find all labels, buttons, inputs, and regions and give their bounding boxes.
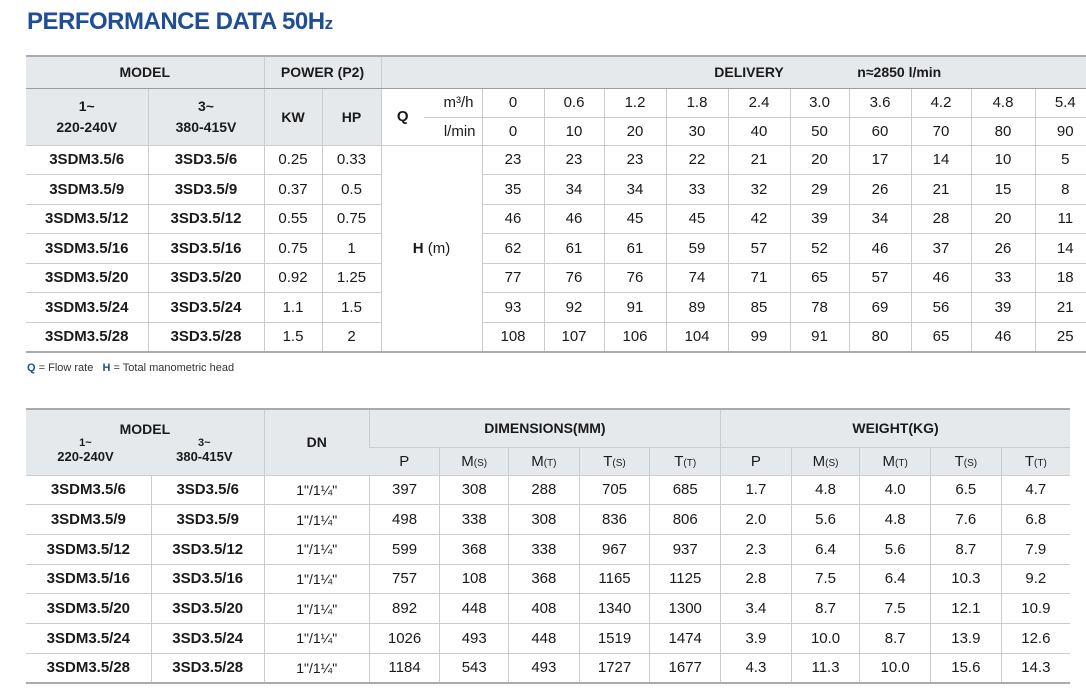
performance-table — [26, 55, 1086, 353]
head-value-cell: 23 — [482, 145, 544, 175]
head-value-cell: 28 — [911, 204, 971, 234]
kw-cell: 0.75 — [264, 234, 322, 264]
dimension-cell: 685 — [650, 475, 721, 505]
weight-cell: 7.5 — [791, 564, 860, 594]
dimension-cell: 288 — [509, 475, 580, 505]
head-value-cell: 78 — [790, 293, 849, 323]
flow-m3h-cell: 0 — [482, 88, 544, 117]
dimension-cell: 338 — [440, 505, 509, 535]
weight-cell: 12.6 — [1001, 623, 1070, 653]
dims-three-voltage: 380-415V — [176, 449, 233, 465]
head-value-cell: 61 — [544, 234, 604, 264]
dim-column-header — [650, 447, 721, 475]
dims-row — [26, 475, 1070, 505]
dn-cell: 1"/1¼" — [264, 623, 369, 653]
flow-m3h-cell: 3.6 — [849, 88, 911, 117]
column-main: M — [461, 452, 474, 470]
weight-cell: 9.2 — [1001, 564, 1070, 594]
flow-lmin-cell: 30 — [666, 117, 728, 145]
dims-row — [26, 505, 1070, 535]
head-letter: H — [412, 239, 424, 257]
dimension-cell: 493 — [440, 623, 509, 653]
flow-m3h-cell: 4.2 — [911, 88, 971, 117]
dimension-cell: 836 — [579, 505, 650, 535]
weight-cell: 15.6 — [931, 653, 1002, 683]
head-value-cell: 59 — [666, 234, 728, 264]
dims-model-3ph-cell: 3SD3.5/28 — [151, 653, 264, 683]
column-sub: (T) — [895, 457, 908, 469]
weight-cell: 10.9 — [1001, 594, 1070, 624]
column-main: M — [531, 452, 544, 470]
weight-cell: 5.6 — [860, 534, 931, 564]
perf-header-row-2 — [26, 88, 1086, 117]
kw-cell: 1.1 — [264, 293, 322, 323]
three-voltage-label: 380-415V — [175, 118, 237, 135]
dn-cell: 1"/1¼" — [264, 505, 369, 535]
kw-cell: 0.25 — [264, 145, 322, 175]
weight-cell: 8.7 — [791, 594, 860, 624]
column-main: T — [603, 452, 613, 470]
dims-row — [26, 653, 1070, 683]
legend-q-text: = Flow rate — [35, 362, 94, 374]
model-3ph-cell: 3SD3.5/24 — [148, 293, 264, 323]
weight-cell: 4.3 — [721, 653, 792, 683]
single-phase-label: 1~ — [78, 97, 95, 114]
dn-cell: 1"/1¼" — [264, 564, 369, 594]
hp-cell: 1.25 — [322, 263, 381, 293]
dimension-cell: 448 — [440, 594, 509, 624]
dimension-cell: 757 — [369, 564, 440, 594]
head-value-cell: 104 — [666, 322, 728, 352]
flow-lmin-cell: 10 — [544, 117, 604, 145]
dims-row — [26, 594, 1070, 624]
dn-cell: 1"/1¼" — [264, 653, 369, 683]
head-value-cell: 46 — [911, 263, 971, 293]
dims-model-1ph-cell: 3SDM3.5/9 — [26, 505, 151, 535]
column-sub: (S) — [825, 457, 839, 469]
dimension-cell: 1300 — [650, 594, 721, 624]
model-1ph-cell: 3SDM3.5/24 — [26, 293, 148, 323]
weight-cell: 2.0 — [721, 505, 792, 535]
head-value-cell: 107 — [544, 322, 604, 352]
weight-cell: 11.3 — [791, 653, 860, 683]
head-value-cell: 11 — [1035, 204, 1086, 234]
dim-column-header — [369, 447, 440, 475]
perf-row — [26, 175, 1086, 205]
weight-cell: 1.7 — [721, 475, 792, 505]
weight-cell: 4.7 — [1001, 475, 1070, 505]
three-phase-label: 3~ — [198, 97, 214, 114]
head-value-cell: 33 — [971, 263, 1035, 293]
perf-row — [26, 293, 1086, 323]
legend-h-text: = Total manometric head — [110, 362, 235, 374]
dim-column-header — [440, 447, 509, 475]
dims-model-3ph-cell: 3SD3.5/24 — [151, 623, 264, 653]
dims-model-3ph-cell: 3SD3.5/16 — [151, 564, 264, 594]
wt-column-header — [860, 447, 931, 475]
wt-column-header — [931, 447, 1002, 475]
dims-model-1ph-cell: 3SDM3.5/6 — [26, 475, 151, 505]
weight-cell: 2.8 — [721, 564, 792, 594]
dimension-cell: 368 — [509, 564, 580, 594]
dimension-cell: 498 — [369, 505, 440, 535]
weight-cell: 6.5 — [931, 475, 1002, 505]
dims-model-1ph-cell: 3SDM3.5/12 — [26, 534, 151, 564]
dims-three-phase-symbol: 3~ — [198, 437, 211, 450]
dimension-cell: 1340 — [579, 594, 650, 624]
head-value-cell: 57 — [849, 263, 911, 293]
head-value-cell: 20 — [790, 145, 849, 175]
kw-header: KW — [264, 88, 322, 145]
flow-lmin-cell: 80 — [971, 117, 1035, 145]
head-value-cell: 77 — [482, 263, 544, 293]
title-sub: z — [324, 14, 333, 33]
weight-cell: 10.3 — [931, 564, 1002, 594]
head-value-cell: 91 — [604, 293, 666, 323]
dimension-cell: 308 — [440, 475, 509, 505]
model-1ph-cell: 3SDM3.5/20 — [26, 263, 148, 293]
dims-model-1ph-cell: 3SDM3.5/16 — [26, 564, 151, 594]
column-main: M — [882, 452, 896, 470]
dims-row — [26, 564, 1070, 594]
dims-model-3ph-cell: 3SD3.5/20 — [151, 594, 264, 624]
head-value-cell: 8 — [1035, 175, 1086, 205]
model-1ph-cell: 3SDM3.5/9 — [26, 175, 148, 205]
head-value-cell: 21 — [1035, 293, 1086, 323]
dn-cell: 1"/1¼" — [264, 534, 369, 564]
kw-cell: 0.55 — [264, 204, 322, 234]
dims-single-voltage: 220-240V — [57, 449, 114, 465]
perf-row — [26, 263, 1086, 293]
dimension-cell: 338 — [509, 534, 580, 564]
head-value-cell: 56 — [911, 293, 971, 323]
hp-cell: 1 — [322, 234, 381, 264]
head-value-cell: 20 — [971, 204, 1035, 234]
wt-column-header — [1001, 447, 1070, 475]
head-value-cell: 76 — [544, 263, 604, 293]
model-3ph-cell: 3SD3.5/16 — [148, 234, 264, 264]
model-1ph-cell: 3SDM3.5/28 — [26, 322, 148, 352]
dimension-cell: 1184 — [369, 653, 440, 683]
column-main: T — [674, 452, 684, 470]
weight-cell: 8.7 — [931, 534, 1002, 564]
head-value-cell: 26 — [849, 175, 911, 205]
hp-cell: 1.5 — [322, 293, 381, 323]
dims-single-phase-symbol: 1~ — [79, 437, 92, 450]
flow-lmin-cell: 70 — [911, 117, 971, 145]
model-1ph-cell: 3SDM3.5/6 — [26, 145, 148, 175]
dims-row — [26, 534, 1070, 564]
weight-cell: 3.9 — [721, 623, 792, 653]
flow-m3h-cell: 2.4 — [728, 88, 790, 117]
power-header: POWER (P2) — [264, 56, 381, 88]
dims-header-row-1 — [26, 409, 1070, 447]
weight-cell: 6.4 — [860, 564, 931, 594]
kw-cell: 1.5 — [264, 322, 322, 352]
hp-header: HP — [322, 88, 381, 145]
dimension-cell: 493 — [509, 653, 580, 683]
dimension-cell: 368 — [440, 534, 509, 564]
weight-cell: 8.7 — [860, 623, 931, 653]
head-value-cell: 65 — [911, 322, 971, 352]
dimension-cell: 1474 — [650, 623, 721, 653]
legend — [27, 362, 234, 374]
flow-m3h-cell: 4.8 — [971, 88, 1035, 117]
head-value-cell: 99 — [728, 322, 790, 352]
head-value-cell: 106 — [604, 322, 666, 352]
column-sub: (T) — [683, 457, 697, 469]
dimension-cell: 599 — [369, 534, 440, 564]
head-value-cell: 23 — [544, 145, 604, 175]
dimension-cell: 397 — [369, 475, 440, 505]
three-phase-header — [148, 88, 264, 145]
model-3ph-cell: 3SD3.5/6 — [148, 145, 264, 175]
delivery-label: DELIVERY — [714, 64, 784, 81]
dims-model-1ph-cell: 3SDM3.5/24 — [26, 623, 151, 653]
head-value-cell: 85 — [728, 293, 790, 323]
perf-row — [26, 234, 1086, 264]
model-header: MODEL — [26, 56, 264, 88]
head-value-cell: 33 — [666, 175, 728, 205]
dims-model-label: MODEL — [119, 421, 171, 438]
model-3ph-cell: 3SD3.5/12 — [148, 204, 264, 234]
head-value-cell: 76 — [604, 263, 666, 293]
dims-three-phase — [176, 437, 232, 463]
dims-model-3ph-cell: 3SD3.5/6 — [151, 475, 264, 505]
dn-cell: 1"/1¼" — [264, 475, 369, 505]
head-value-cell: 89 — [666, 293, 728, 323]
dimension-cell: 1727 — [579, 653, 650, 683]
perf-row — [26, 145, 1086, 175]
weight-cell: 4.8 — [860, 505, 931, 535]
dimension-cell: 967 — [579, 534, 650, 564]
dn-cell: 1"/1¼" — [264, 594, 369, 624]
weight-cell: 6.8 — [1001, 505, 1070, 535]
q-letter: Q — [381, 88, 424, 145]
head-value-cell: 14 — [911, 145, 971, 175]
head-value-cell: 93 — [482, 293, 544, 323]
weight-cell: 13.9 — [931, 623, 1002, 653]
dimension-cell: 1125 — [650, 564, 721, 594]
flow-lmin-cell: 60 — [849, 117, 911, 145]
column-sub: (S) — [473, 457, 488, 469]
single-voltage-label: 220-240V — [56, 118, 118, 135]
head-value-cell: 108 — [482, 322, 544, 352]
dimension-cell: 543 — [440, 653, 509, 683]
head-value-cell: 34 — [544, 175, 604, 205]
dimension-cell: 892 — [369, 594, 440, 624]
dims-model-1ph-cell: 3SDM3.5/20 — [26, 594, 151, 624]
dims-model-3ph-cell: 3SD3.5/12 — [151, 534, 264, 564]
weight-cell: 4.8 — [791, 475, 860, 505]
column-sub: (T) — [543, 457, 557, 469]
dimension-cell: 308 — [509, 505, 580, 535]
head-value-cell: 91 — [790, 322, 849, 352]
model-1ph-cell: 3SDM3.5/16 — [26, 234, 148, 264]
dimension-cell: 806 — [650, 505, 721, 535]
head-value-cell: 45 — [604, 204, 666, 234]
perf-row — [26, 204, 1086, 234]
head-value-cell: 69 — [849, 293, 911, 323]
column-sub: (S) — [612, 457, 626, 469]
wt-column-header — [721, 447, 792, 475]
dimension-cell: 937 — [650, 534, 721, 564]
weight-cell: 3.4 — [721, 594, 792, 624]
head-value-cell: 46 — [482, 204, 544, 234]
hp-cell: 0.5 — [322, 175, 381, 205]
weight-cell: 10.0 — [860, 653, 931, 683]
column-sub: (S) — [963, 457, 978, 469]
column-main: T — [1024, 452, 1035, 470]
dimension-cell: 705 — [579, 475, 650, 505]
head-value-cell: 37 — [911, 234, 971, 264]
column-main: M — [812, 452, 826, 470]
head-value-cell: 18 — [1035, 263, 1086, 293]
dimension-cell: 1519 — [579, 623, 650, 653]
head-value-cell: 46 — [849, 234, 911, 264]
head-value-cell: 17 — [849, 145, 911, 175]
dimension-cell: 1165 — [579, 564, 650, 594]
model-3ph-cell: 3SD3.5/20 — [148, 263, 264, 293]
head-value-cell: 39 — [971, 293, 1035, 323]
head-value-cell: 29 — [790, 175, 849, 205]
column-main: T — [954, 452, 964, 470]
flow-lmin-cell: 90 — [1035, 117, 1086, 145]
flow-m3h-cell: 5.4 — [1035, 88, 1086, 117]
dn-header: DN — [264, 409, 369, 475]
head-value-cell: 57 — [728, 234, 790, 264]
head-value-cell: 65 — [790, 263, 849, 293]
head-value-cell: 46 — [971, 322, 1035, 352]
head-value-cell: 15 — [971, 175, 1035, 205]
delivery-header — [381, 56, 1086, 88]
head-value-cell: 80 — [849, 322, 911, 352]
legend-h: H — [102, 362, 111, 374]
dimension-cell: 448 — [509, 623, 580, 653]
weight-cell: 7.9 — [1001, 534, 1070, 564]
wt-column-header — [791, 447, 860, 475]
head-value-cell: 14 — [1035, 234, 1086, 264]
flow-lmin-cell: 50 — [790, 117, 849, 145]
dimension-cell: 1677 — [650, 653, 721, 683]
model-3ph-cell: 3SD3.5/9 — [148, 175, 264, 205]
page-title — [27, 8, 333, 36]
head-value-cell: 34 — [604, 175, 666, 205]
weight-cell: 6.4 — [791, 534, 860, 564]
head-value-cell: 34 — [849, 204, 911, 234]
head-value-cell: 32 — [728, 175, 790, 205]
head-value-cell: 62 — [482, 234, 544, 264]
head-value-cell: 25 — [1035, 322, 1086, 352]
single-phase-header — [26, 88, 148, 145]
head-value-cell: 21 — [911, 175, 971, 205]
dimensions-table — [26, 408, 1070, 684]
weight-cell: 2.3 — [721, 534, 792, 564]
head-value-cell: 5 — [1035, 145, 1086, 175]
head-unit: (m) — [427, 239, 451, 257]
head-value-cell: 42 — [728, 204, 790, 234]
dimension-cell: 408 — [509, 594, 580, 624]
head-value-cell: 71 — [728, 263, 790, 293]
head-value-cell: 46 — [544, 204, 604, 234]
head-value-cell: 22 — [666, 145, 728, 175]
flow-lmin-cell: 0 — [482, 117, 544, 145]
perf-row — [26, 322, 1086, 352]
column-sub: (T) — [1034, 457, 1047, 469]
model-3ph-cell: 3SD3.5/28 — [148, 322, 264, 352]
flow-lmin-cell: 40 — [728, 117, 790, 145]
weight-cell: 10.0 — [791, 623, 860, 653]
dimensions-header: DIMENSIONS(MM) — [369, 409, 720, 447]
head-value-cell: 61 — [604, 234, 666, 264]
head-value-cell: 45 — [666, 204, 728, 234]
dim-column-header — [509, 447, 580, 475]
head-value-cell: 23 — [604, 145, 666, 175]
flow-m3h-cell: 1.2 — [604, 88, 666, 117]
weight-cell: 7.5 — [860, 594, 931, 624]
weight-cell: 5.6 — [791, 505, 860, 535]
weight-cell: 12.1 — [931, 594, 1002, 624]
flow-lmin-cell: 20 — [604, 117, 666, 145]
hp-cell: 0.33 — [322, 145, 381, 175]
head-value-cell: 35 — [482, 175, 544, 205]
perf-header-row-1 — [26, 56, 1086, 88]
legend-q: Q — [27, 362, 36, 374]
column-main: P — [399, 452, 410, 470]
weight-cell: 14.3 — [1001, 653, 1070, 683]
head-value-cell: 39 — [790, 204, 849, 234]
hp-cell: 2 — [322, 322, 381, 352]
head-value-cell: 52 — [790, 234, 849, 264]
weight-cell: 4.0 — [860, 475, 931, 505]
dims-single-phase — [57, 437, 113, 463]
dims-row — [26, 623, 1070, 653]
head-value-cell: 10 — [971, 145, 1035, 175]
head-value-cell: 21 — [728, 145, 790, 175]
head-value-cell: 92 — [544, 293, 604, 323]
head-value-cell: 26 — [971, 234, 1035, 264]
speed-label: n≈2850 l/min — [857, 64, 942, 81]
weight-header: WEIGHT(KG) — [721, 409, 1070, 447]
flow-m3h-cell: 1.8 — [666, 88, 728, 117]
weight-cell: 7.6 — [931, 505, 1002, 535]
dims-model-header — [26, 409, 264, 475]
unit-m3h: m³/h — [424, 88, 482, 117]
hp-cell: 0.75 — [322, 204, 381, 234]
dimension-cell: 1026 — [369, 623, 440, 653]
head-label-cell — [381, 145, 482, 352]
flow-m3h-cell: 0.6 — [544, 88, 604, 117]
unit-lmin: l/min — [424, 117, 482, 145]
kw-cell: 0.92 — [264, 263, 322, 293]
kw-cell: 0.37 — [264, 175, 322, 205]
model-1ph-cell: 3SDM3.5/12 — [26, 204, 148, 234]
flow-m3h-cell: 3.0 — [790, 88, 849, 117]
column-main: P — [750, 452, 761, 470]
dim-column-header — [579, 447, 650, 475]
dims-model-3ph-cell: 3SD3.5/9 — [151, 505, 264, 535]
title-main: PERFORMANCE DATA 50H — [27, 8, 325, 35]
head-value-cell: 74 — [666, 263, 728, 293]
dimension-cell: 108 — [440, 564, 509, 594]
dims-model-1ph-cell: 3SDM3.5/28 — [26, 653, 151, 683]
